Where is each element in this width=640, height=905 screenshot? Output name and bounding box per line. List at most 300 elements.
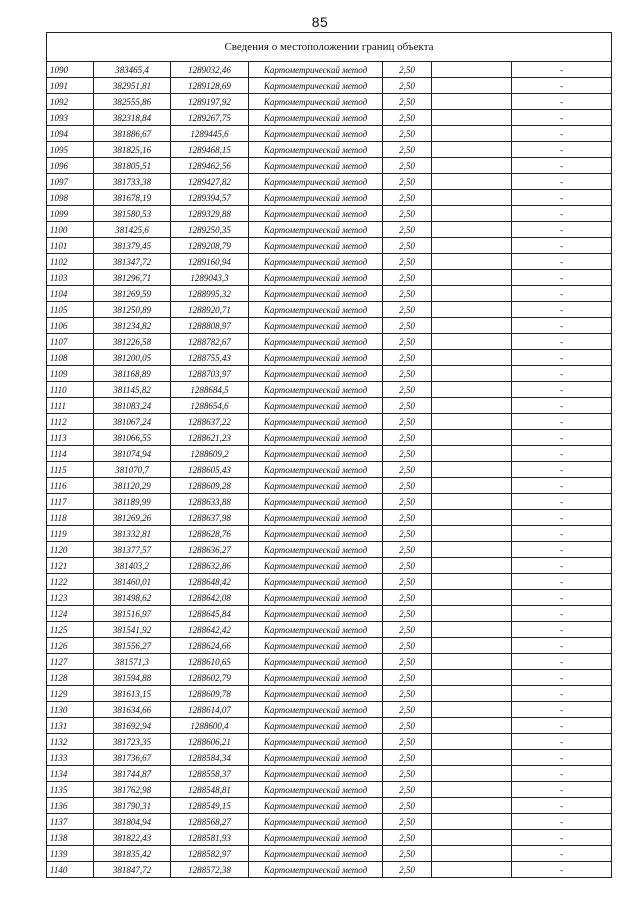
coordinate-y-cell: 1288568,27	[171, 814, 249, 830]
table-row	[47, 398, 612, 414]
description-cell: -	[512, 398, 612, 414]
table-title: Сведения о местоположении границ объекта	[47, 33, 612, 62]
point-number-cell: 1108	[47, 350, 94, 366]
description-cell: -	[512, 510, 612, 526]
coordinate-x-cell: 381066,55	[94, 430, 171, 446]
table-row	[47, 670, 612, 686]
table-row	[47, 702, 612, 718]
table-row	[47, 686, 612, 702]
empty-cell	[432, 814, 512, 830]
coordinate-x-cell: 382555,86	[94, 94, 171, 110]
table-row	[47, 654, 612, 670]
point-number-cell: 1124	[47, 606, 94, 622]
coordinate-y-cell: 1288633,88	[171, 494, 249, 510]
point-number-cell: 1099	[47, 206, 94, 222]
point-number-cell: 1125	[47, 622, 94, 638]
description-cell: -	[512, 222, 612, 238]
coordinate-x-cell: 381377,57	[94, 542, 171, 558]
empty-cell	[432, 414, 512, 430]
point-number-cell: 1128	[47, 670, 94, 686]
point-number-cell: 1117	[47, 494, 94, 510]
coordinate-x-cell: 382318,84	[94, 110, 171, 126]
description-cell: -	[512, 686, 612, 702]
description-cell: -	[512, 494, 612, 510]
method-cell: Картометрический метод	[249, 190, 383, 206]
table-row	[47, 382, 612, 398]
empty-cell	[432, 686, 512, 702]
description-cell: -	[512, 718, 612, 734]
accuracy-cell: 2,50	[383, 94, 432, 110]
coordinate-x-cell: 381634,66	[94, 702, 171, 718]
coordinate-y-cell: 1288602,79	[171, 670, 249, 686]
accuracy-cell: 2,50	[383, 622, 432, 638]
coordinate-x-cell: 381516,97	[94, 606, 171, 622]
point-number-cell: 1104	[47, 286, 94, 302]
table-row	[47, 542, 612, 558]
accuracy-cell: 2,50	[383, 462, 432, 478]
coordinate-x-cell: 381835,42	[94, 846, 171, 862]
description-cell: -	[512, 286, 612, 302]
coordinate-x-cell: 381189,99	[94, 494, 171, 510]
description-cell: -	[512, 654, 612, 670]
coordinate-y-cell: 1288572,38	[171, 862, 249, 878]
coordinate-x-cell: 381347,72	[94, 254, 171, 270]
table-row	[47, 862, 612, 878]
description-cell: -	[512, 462, 612, 478]
method-cell: Картометрический метод	[249, 286, 383, 302]
accuracy-cell: 2,50	[383, 222, 432, 238]
point-number-cell: 1098	[47, 190, 94, 206]
table-body	[47, 62, 612, 878]
coordinate-x-cell: 381200,05	[94, 350, 171, 366]
method-cell: Картометрический метод	[249, 574, 383, 590]
method-cell: Картометрический метод	[249, 238, 383, 254]
method-cell: Картометрический метод	[249, 766, 383, 782]
description-cell: -	[512, 526, 612, 542]
empty-cell	[432, 830, 512, 846]
method-cell: Картометрический метод	[249, 638, 383, 654]
empty-cell	[432, 782, 512, 798]
coordinate-y-cell: 1288606,21	[171, 734, 249, 750]
method-cell: Картометрический метод	[249, 862, 383, 878]
description-cell: -	[512, 750, 612, 766]
boundary-coordinates-table	[46, 32, 612, 878]
empty-cell	[432, 494, 512, 510]
point-number-cell: 1101	[47, 238, 94, 254]
accuracy-cell: 2,50	[383, 142, 432, 158]
point-number-cell: 1107	[47, 334, 94, 350]
accuracy-cell: 2,50	[383, 830, 432, 846]
point-number-cell: 1109	[47, 366, 94, 382]
description-cell: -	[512, 702, 612, 718]
empty-cell	[432, 158, 512, 174]
accuracy-cell: 2,50	[383, 526, 432, 542]
description-cell: -	[512, 366, 612, 382]
table-row	[47, 846, 612, 862]
coordinate-y-cell: 1289445,6	[171, 126, 249, 142]
empty-cell	[432, 558, 512, 574]
method-cell: Картометрический метод	[249, 398, 383, 414]
table-row	[47, 494, 612, 510]
method-cell: Картометрический метод	[249, 382, 383, 398]
description-cell: -	[512, 814, 612, 830]
accuracy-cell: 2,50	[383, 686, 432, 702]
accuracy-cell: 2,50	[383, 574, 432, 590]
coordinate-x-cell: 381762,98	[94, 782, 171, 798]
accuracy-cell: 2,50	[383, 638, 432, 654]
method-cell: Картометрический метод	[249, 558, 383, 574]
table-row	[47, 574, 612, 590]
coordinate-y-cell: 1289128,69	[171, 78, 249, 94]
point-number-cell: 1091	[47, 78, 94, 94]
method-cell: Картометрический метод	[249, 798, 383, 814]
accuracy-cell: 2,50	[383, 494, 432, 510]
table-row	[47, 510, 612, 526]
coordinate-x-cell: 381571,3	[94, 654, 171, 670]
coordinate-y-cell: 1288755,43	[171, 350, 249, 366]
coordinate-y-cell: 1288609,78	[171, 686, 249, 702]
method-cell: Картометрический метод	[249, 478, 383, 494]
point-number-cell: 1096	[47, 158, 94, 174]
method-cell: Картометрический метод	[249, 206, 383, 222]
accuracy-cell: 2,50	[383, 174, 432, 190]
method-cell: Картометрический метод	[249, 606, 383, 622]
accuracy-cell: 2,50	[383, 814, 432, 830]
coordinate-y-cell: 1288637,98	[171, 510, 249, 526]
coordinate-x-cell: 381067,24	[94, 414, 171, 430]
coordinate-y-cell: 1288632,86	[171, 558, 249, 574]
point-number-cell: 1134	[47, 766, 94, 782]
empty-cell	[432, 446, 512, 462]
coordinate-y-cell: 1288610,65	[171, 654, 249, 670]
coordinate-x-cell: 381074,94	[94, 446, 171, 462]
description-cell: -	[512, 126, 612, 142]
coordinate-y-cell: 1289197,92	[171, 94, 249, 110]
accuracy-cell: 2,50	[383, 558, 432, 574]
coordinate-x-cell: 381226,58	[94, 334, 171, 350]
coordinate-x-cell: 381234,82	[94, 318, 171, 334]
table-row	[47, 254, 612, 270]
coordinate-y-cell: 1288558,37	[171, 766, 249, 782]
point-number-cell: 1140	[47, 862, 94, 878]
method-cell: Картометрический метод	[249, 702, 383, 718]
coordinate-x-cell: 381460,01	[94, 574, 171, 590]
accuracy-cell: 2,50	[383, 62, 432, 78]
empty-cell	[432, 622, 512, 638]
coordinate-x-cell: 381269,59	[94, 286, 171, 302]
description-cell: -	[512, 318, 612, 334]
method-cell: Картометрический метод	[249, 526, 383, 542]
empty-cell	[432, 302, 512, 318]
method-cell: Картометрический метод	[249, 590, 383, 606]
point-number-cell: 1139	[47, 846, 94, 862]
empty-cell	[432, 126, 512, 142]
accuracy-cell: 2,50	[383, 286, 432, 302]
description-cell: -	[512, 430, 612, 446]
coordinate-y-cell: 1288584,34	[171, 750, 249, 766]
method-cell: Картометрический метод	[249, 174, 383, 190]
point-number-cell: 1123	[47, 590, 94, 606]
empty-cell	[432, 334, 512, 350]
method-cell: Картометрический метод	[249, 254, 383, 270]
empty-cell	[432, 222, 512, 238]
coordinate-x-cell: 381556,27	[94, 638, 171, 654]
method-cell: Картометрический метод	[249, 510, 383, 526]
coordinate-y-cell: 1289043,3	[171, 270, 249, 286]
point-number-cell: 1093	[47, 110, 94, 126]
coordinate-x-cell: 381594,88	[94, 670, 171, 686]
empty-cell	[432, 190, 512, 206]
page-number: 85	[311, 14, 329, 30]
coordinate-y-cell: 1288648,42	[171, 574, 249, 590]
coordinate-x-cell: 381070,7	[94, 462, 171, 478]
empty-cell	[432, 174, 512, 190]
point-number-cell: 1137	[47, 814, 94, 830]
point-number-cell: 1106	[47, 318, 94, 334]
accuracy-cell: 2,50	[383, 798, 432, 814]
coordinate-x-cell: 381790,31	[94, 798, 171, 814]
coordinate-y-cell: 1288920,71	[171, 302, 249, 318]
coordinate-x-cell: 381120,29	[94, 478, 171, 494]
coordinate-x-cell: 381379,45	[94, 238, 171, 254]
point-number-cell: 1131	[47, 718, 94, 734]
coordinate-x-cell: 381613,15	[94, 686, 171, 702]
accuracy-cell: 2,50	[383, 542, 432, 558]
point-number-cell: 1111	[47, 398, 94, 414]
table-row	[47, 142, 612, 158]
table-row	[47, 782, 612, 798]
method-cell: Картометрический метод	[249, 622, 383, 638]
method-cell: Картометрический метод	[249, 318, 383, 334]
point-number-cell: 1122	[47, 574, 94, 590]
accuracy-cell: 2,50	[383, 110, 432, 126]
description-cell: -	[512, 350, 612, 366]
accuracy-cell: 2,50	[383, 654, 432, 670]
table-row	[47, 206, 612, 222]
accuracy-cell: 2,50	[383, 734, 432, 750]
description-cell: -	[512, 62, 612, 78]
coordinate-y-cell: 1288703,97	[171, 366, 249, 382]
description-cell: -	[512, 78, 612, 94]
accuracy-cell: 2,50	[383, 430, 432, 446]
accuracy-cell: 2,50	[383, 478, 432, 494]
method-cell: Картометрический метод	[249, 430, 383, 446]
empty-cell	[432, 318, 512, 334]
empty-cell	[432, 142, 512, 158]
accuracy-cell: 2,50	[383, 398, 432, 414]
coordinate-y-cell: 1289160,94	[171, 254, 249, 270]
table-row	[47, 622, 612, 638]
coordinate-x-cell: 381723,35	[94, 734, 171, 750]
empty-cell	[432, 78, 512, 94]
method-cell: Картометрический метод	[249, 94, 383, 110]
table-row	[47, 126, 612, 142]
accuracy-cell: 2,50	[383, 254, 432, 270]
table-row	[47, 414, 612, 430]
point-number-cell: 1105	[47, 302, 94, 318]
empty-cell	[432, 654, 512, 670]
point-number-cell: 1103	[47, 270, 94, 286]
accuracy-cell: 2,50	[383, 334, 432, 350]
description-cell: -	[512, 782, 612, 798]
method-cell: Картометрический метод	[249, 830, 383, 846]
description-cell: -	[512, 190, 612, 206]
description-cell: -	[512, 478, 612, 494]
point-number-cell: 1133	[47, 750, 94, 766]
coordinate-x-cell: 381733,38	[94, 174, 171, 190]
method-cell: Картометрический метод	[249, 158, 383, 174]
empty-cell	[432, 638, 512, 654]
table-row	[47, 798, 612, 814]
table-row	[47, 430, 612, 446]
coordinate-y-cell: 1289394,57	[171, 190, 249, 206]
coordinate-y-cell: 1288684,5	[171, 382, 249, 398]
coordinate-x-cell: 381736,67	[94, 750, 171, 766]
point-number-cell: 1097	[47, 174, 94, 190]
table-row	[47, 318, 612, 334]
empty-cell	[432, 702, 512, 718]
point-number-cell: 1138	[47, 830, 94, 846]
table-row	[47, 558, 612, 574]
accuracy-cell: 2,50	[383, 750, 432, 766]
coordinate-x-cell: 381498,62	[94, 590, 171, 606]
description-cell: -	[512, 142, 612, 158]
table-row	[47, 830, 612, 846]
method-cell: Картометрический метод	[249, 654, 383, 670]
table-row	[47, 174, 612, 190]
accuracy-cell: 2,50	[383, 670, 432, 686]
accuracy-cell: 2,50	[383, 350, 432, 366]
method-cell: Картометрический метод	[249, 142, 383, 158]
accuracy-cell: 2,50	[383, 718, 432, 734]
coordinate-y-cell: 1288642,08	[171, 590, 249, 606]
accuracy-cell: 2,50	[383, 414, 432, 430]
coordinate-x-cell: 381886,67	[94, 126, 171, 142]
coordinate-y-cell: 1289032,46	[171, 62, 249, 78]
method-cell: Картометрический метод	[249, 222, 383, 238]
empty-cell	[432, 94, 512, 110]
description-cell: -	[512, 382, 612, 398]
accuracy-cell: 2,50	[383, 782, 432, 798]
coordinate-y-cell: 1288642,42	[171, 622, 249, 638]
coordinate-y-cell: 1288548,81	[171, 782, 249, 798]
coordinate-y-cell: 1288609,28	[171, 478, 249, 494]
method-cell: Картометрический метод	[249, 414, 383, 430]
coordinate-x-cell: 381822,43	[94, 830, 171, 846]
description-cell: -	[512, 446, 612, 462]
coordinate-x-cell: 381296,71	[94, 270, 171, 286]
table-row	[47, 350, 612, 366]
coordinate-x-cell: 381425,6	[94, 222, 171, 238]
point-number-cell: 1100	[47, 222, 94, 238]
description-cell: -	[512, 334, 612, 350]
description-cell: -	[512, 158, 612, 174]
table-row	[47, 190, 612, 206]
method-cell: Картометрический метод	[249, 366, 383, 382]
accuracy-cell: 2,50	[383, 862, 432, 878]
accuracy-cell: 2,50	[383, 366, 432, 382]
method-cell: Картометрический метод	[249, 78, 383, 94]
accuracy-cell: 2,50	[383, 190, 432, 206]
accuracy-cell: 2,50	[383, 78, 432, 94]
description-cell: -	[512, 238, 612, 254]
point-number-cell: 1115	[47, 462, 94, 478]
accuracy-cell: 2,50	[383, 238, 432, 254]
empty-cell	[432, 542, 512, 558]
table-row	[47, 606, 612, 622]
description-cell: -	[512, 110, 612, 126]
empty-cell	[432, 206, 512, 222]
empty-cell	[432, 510, 512, 526]
accuracy-cell: 2,50	[383, 702, 432, 718]
empty-cell	[432, 606, 512, 622]
coordinate-y-cell: 1288614,07	[171, 702, 249, 718]
empty-cell	[432, 462, 512, 478]
accuracy-cell: 2,50	[383, 302, 432, 318]
method-cell: Картометрический метод	[249, 126, 383, 142]
table-row	[47, 590, 612, 606]
coordinate-x-cell: 381580,53	[94, 206, 171, 222]
coordinate-x-cell: 381825,16	[94, 142, 171, 158]
table-row	[47, 334, 612, 350]
point-number-cell: 1119	[47, 526, 94, 542]
empty-cell	[432, 62, 512, 78]
coordinate-x-cell: 381744,87	[94, 766, 171, 782]
empty-cell	[432, 590, 512, 606]
coordinate-x-cell: 381083,24	[94, 398, 171, 414]
point-number-cell: 1116	[47, 478, 94, 494]
coordinate-x-cell: 381269,26	[94, 510, 171, 526]
empty-cell	[432, 398, 512, 414]
coordinate-x-cell: 381250,89	[94, 302, 171, 318]
method-cell: Картометрический метод	[249, 782, 383, 798]
point-number-cell: 1114	[47, 446, 94, 462]
method-cell: Картометрический метод	[249, 302, 383, 318]
coordinate-x-cell: 381403,2	[94, 558, 171, 574]
point-number-cell: 1135	[47, 782, 94, 798]
method-cell: Картометрический метод	[249, 718, 383, 734]
description-cell: -	[512, 846, 612, 862]
empty-cell	[432, 750, 512, 766]
empty-cell	[432, 798, 512, 814]
accuracy-cell: 2,50	[383, 510, 432, 526]
accuracy-cell: 2,50	[383, 590, 432, 606]
coordinate-y-cell: 1288621,23	[171, 430, 249, 446]
coordinate-x-cell: 381847,72	[94, 862, 171, 878]
method-cell: Картометрический метод	[249, 62, 383, 78]
table-row	[47, 286, 612, 302]
method-cell: Картометрический метод	[249, 462, 383, 478]
table-row	[47, 766, 612, 782]
coordinate-x-cell: 381332,81	[94, 526, 171, 542]
table-row	[47, 302, 612, 318]
accuracy-cell: 2,50	[383, 846, 432, 862]
coordinate-x-cell: 383465,4	[94, 62, 171, 78]
description-cell: -	[512, 670, 612, 686]
point-number-cell: 1121	[47, 558, 94, 574]
method-cell: Картометрический метод	[249, 494, 383, 510]
empty-cell	[432, 366, 512, 382]
table-row	[47, 238, 612, 254]
accuracy-cell: 2,50	[383, 318, 432, 334]
method-cell: Картометрический метод	[249, 686, 383, 702]
table-row	[47, 638, 612, 654]
point-number-cell: 1090	[47, 62, 94, 78]
description-cell: -	[512, 174, 612, 190]
coordinate-y-cell: 1289250,35	[171, 222, 249, 238]
coordinate-y-cell: 1288581,93	[171, 830, 249, 846]
coordinate-y-cell: 1288637,22	[171, 414, 249, 430]
